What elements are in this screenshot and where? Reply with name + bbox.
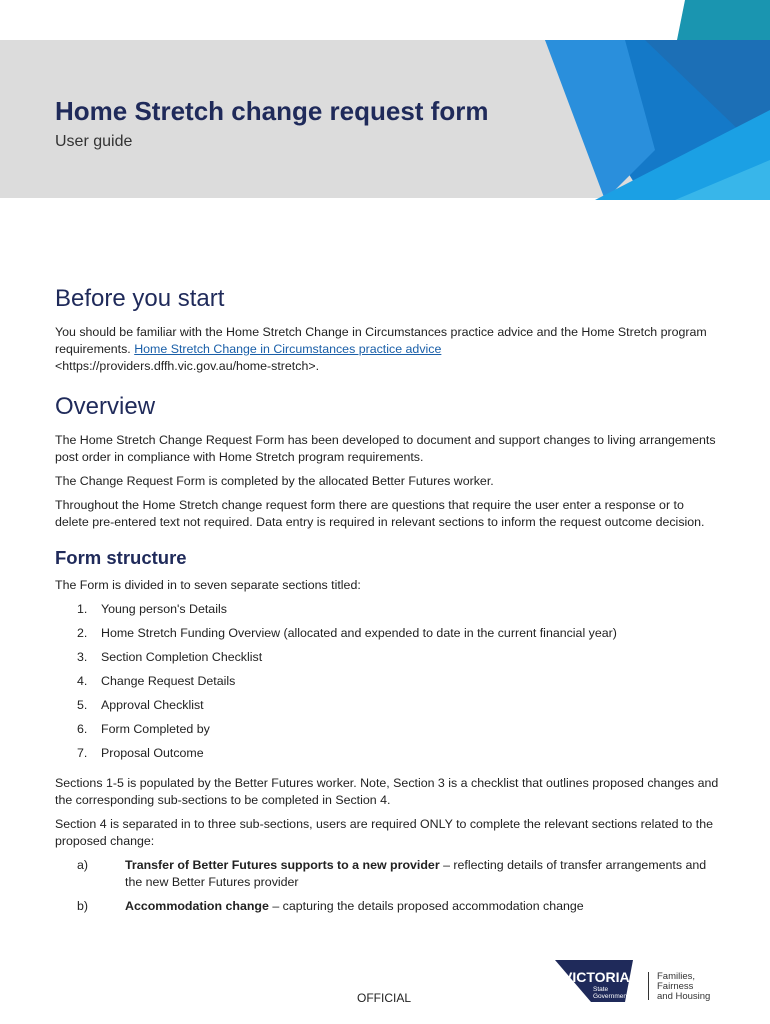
document-body <box>55 284 720 922</box>
list-text: Approval Checklist <box>101 698 204 712</box>
sub-item-title: Accommodation change <box>125 899 269 913</box>
list-number: 1. <box>77 602 88 616</box>
official-label: OFFICIAL <box>357 991 412 1005</box>
list-text: Form Completed by <box>101 722 210 736</box>
logo-small-1: State <box>593 986 609 993</box>
list-item <box>55 745 720 769</box>
list-item <box>55 857 720 891</box>
page-subtitle: User guide <box>55 133 133 150</box>
before-text-2: <https://providers.dffh.vic.gov.au/home-stretch>. <box>55 359 320 373</box>
list-item <box>55 673 720 697</box>
section-list <box>55 601 720 769</box>
list-item <box>55 625 720 649</box>
overview-paragraph-1: The Home Stretch Change Request Form has been developed to document and support changes to living arrangements post order in compliance with Home Stretch program requirements. <box>55 433 716 464</box>
sub-section-list <box>55 857 720 915</box>
header-decoration <box>545 0 770 200</box>
page-title: Home Stretch change request form <box>55 96 489 126</box>
list-marker: a) <box>77 858 89 872</box>
list-text: Section Completion Checklist <box>101 650 263 664</box>
overview-heading: Overview <box>55 393 156 420</box>
list-text: Home Stretch Funding Overview (allocated and expended to date in the current financial year) <box>101 626 617 640</box>
list-item <box>55 697 720 721</box>
overview-paragraph-3: Throughout the Home Stretch change request form there are questions that require the user enter a response or to delete pre-entered text not required. Data entry is required in relevant sections to inform the request outcome decision. <box>55 498 705 529</box>
list-number: 3. <box>77 650 88 664</box>
dept-line-2: Fairness <box>657 981 694 992</box>
victoria-government-logo <box>555 958 725 1002</box>
sub-item-text: – reflecting details of transfer arrangements and the new Better Futures provider <box>125 858 707 889</box>
before-you-start-text <box>55 324 720 375</box>
list-item <box>55 601 720 625</box>
list-number: 2. <box>77 626 88 640</box>
list-marker: b) <box>77 899 89 913</box>
dept-line-3: and Housing <box>657 991 711 1002</box>
list-number: 7. <box>77 746 88 760</box>
list-text: Change Request Details <box>101 674 236 688</box>
form-structure-heading: Form structure <box>55 547 187 568</box>
logo-small-2: Government <box>593 993 629 1000</box>
sub-item-text: – capturing the details proposed accommodation change <box>268 899 584 913</box>
section-4-note: Section 4 is separated in to three sub-sections, users are required ONLY to complete the relevant sections related to the proposed change: <box>55 817 713 848</box>
sub-item-title: Transfer of Better Futures supports to a new provider <box>125 858 440 872</box>
list-text: Proposal Outcome <box>101 746 204 760</box>
practice-advice-link[interactable]: Home Stretch Change in Circumstances practice advice <box>134 342 442 356</box>
list-item <box>55 721 720 745</box>
list-number: 4. <box>77 674 88 688</box>
list-item <box>55 649 720 673</box>
before-you-start-heading: Before you start <box>55 285 225 312</box>
list-number: 6. <box>77 722 88 736</box>
overview-paragraph-2: The Change Request Form is completed by the allocated Better Futures worker. <box>55 474 494 488</box>
sections-note: Sections 1-5 is populated by the Better Futures worker. Note, Section 3 is a checklist that outlines proposed changes and the corresponding sub-sections to be completed in Section 4. <box>55 776 719 807</box>
dept-line-1: Families, <box>657 971 696 982</box>
list-text: Young person's Details <box>101 602 227 616</box>
list-number: 5. <box>77 698 88 712</box>
before-text-1: You should be familiar with the Home Stretch Change in Circumstances practice advice and the Home Stretch program requirements. <box>55 325 707 356</box>
form-structure-intro: The Form is divided in to seven separate sections titled: <box>55 578 361 592</box>
list-item <box>55 898 720 915</box>
logo-word: VICTORIA <box>563 969 630 985</box>
